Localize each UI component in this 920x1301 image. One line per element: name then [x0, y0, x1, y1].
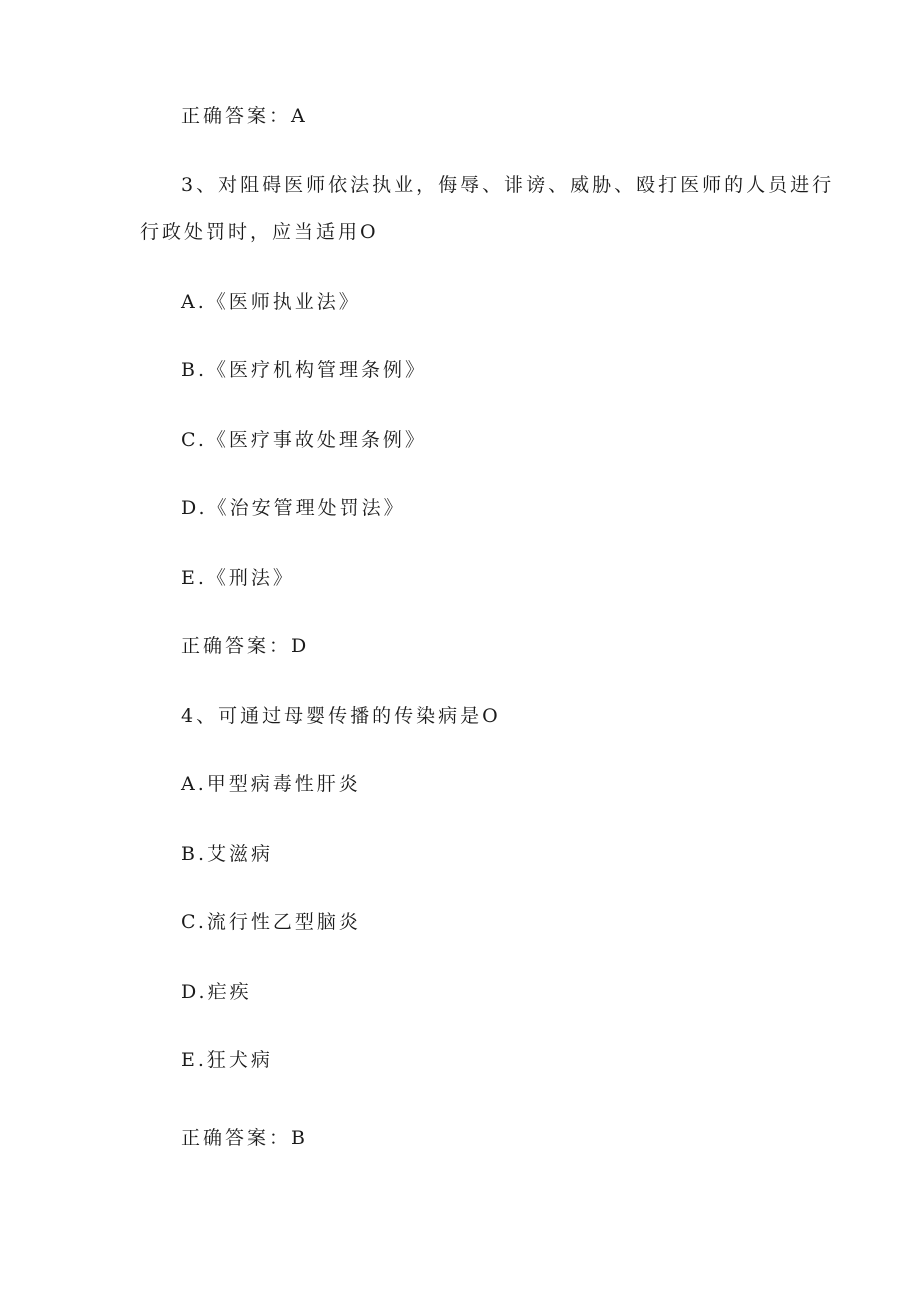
question-4-option-a: A.甲型病毒性肝炎 — [181, 773, 361, 795]
answer-q4: 正确答案：B — [181, 1127, 308, 1149]
question-3-option-c: C.《医疗事故处理条例》 — [181, 429, 427, 451]
question-3-stem-line-2: 行政处罚时，应当适用O — [140, 221, 379, 243]
question-4-option-b: B.艾滋病 — [181, 843, 274, 865]
question-4-option-c: C.流行性乙型脑炎 — [181, 911, 361, 933]
question-3-option-a: A.《医师执业法》 — [181, 291, 361, 313]
question-3-option-b: B.《医疗机构管理条例》 — [181, 359, 428, 381]
question-4-option-d: D.疟疾 — [181, 981, 252, 1003]
question-3-stem-line-1: 3、对阻碍医师依法执业，侮辱、诽谤、威胁、殴打医师的人员进行 — [181, 174, 835, 196]
question-4-stem: 4、可通过母婴传播的传染病是O — [181, 705, 501, 727]
question-4-option-e: E.狂犬病 — [181, 1049, 273, 1071]
answer-q2: 正确答案：A — [181, 105, 308, 127]
question-3-option-d: D.《治安管理处罚法》 — [181, 497, 406, 519]
question-3-option-e: E.《刑法》 — [181, 567, 295, 589]
answer-q3: 正确答案：D — [181, 635, 310, 657]
